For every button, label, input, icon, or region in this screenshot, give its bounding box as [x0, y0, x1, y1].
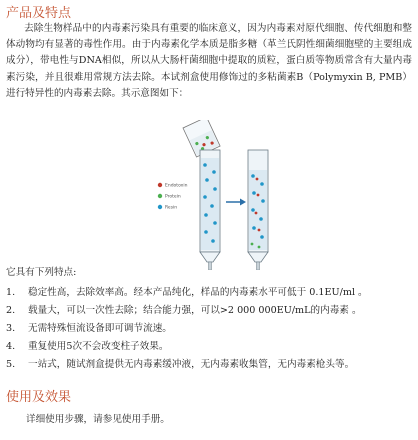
- usage-text: 详细使用步骤，请参见使用手册。: [26, 414, 170, 425]
- legend-protein-label: Protein: [165, 194, 181, 200]
- list-item: 1. 稳定性高，去除效率高。经本产品纯化，样品的内毒素水平可低于 0.1EU/ml 。: [6, 287, 368, 298]
- intro-text: 去除生物样品中的内毒素污染具有重要的临床意义，因为内毒素对原代细胞、传代细胞和整体动物均有显著的毒性作用。由于内毒素化学本质是脂多糖（革兰氏阴性细菌细胞壁的主要组成成分），带电性与DNA相似，所以从大肠杆菌细胞中提取的质粒，蛋白质等物质常含有大量内毒素污染，并且很难用常规方法去除。本试剂盒使用修饰过的多粘菌素B（Polymyxin B, PMB）进行特异性的内毒素去除。其示意图如下：: [6, 23, 412, 99]
- intro-paragraph: [6, 21, 412, 102]
- arrow-icon: [226, 199, 246, 206]
- legend-resin-label: Resin: [165, 205, 178, 211]
- features-lead: 它具有下列特点:: [6, 267, 77, 278]
- section-title-features: 产品及特点: [6, 6, 72, 21]
- legend-endotoxin-marker: [158, 183, 162, 187]
- diagram-legend: [158, 183, 188, 211]
- endotoxin-removal-diagram: [0, 120, 418, 270]
- legend-protein-marker: [158, 194, 162, 198]
- list-item: 4. 重复使用5次不会改变柱子效果。: [6, 341, 169, 352]
- section-title-usage: 使用及效果: [6, 390, 72, 405]
- features-list: [6, 284, 412, 374]
- list-item: 3. 无需特殊恒流设备即可调节流速。: [6, 323, 172, 334]
- legend-endotoxin-label: Endotoxin: [165, 183, 188, 189]
- legend-resin-marker: [158, 205, 162, 209]
- list-item: 5. 一站式，随试剂盒提供无内毒素缓冲液，无内毒素收集管，无内毒素枪头等。: [6, 359, 355, 370]
- column-before: [200, 150, 220, 270]
- column-after: [248, 150, 268, 270]
- list-item: 2. 载量大，可以一次性去除；结合能力强，可以>2 000 000EU/mL的内毒素 。: [6, 305, 362, 316]
